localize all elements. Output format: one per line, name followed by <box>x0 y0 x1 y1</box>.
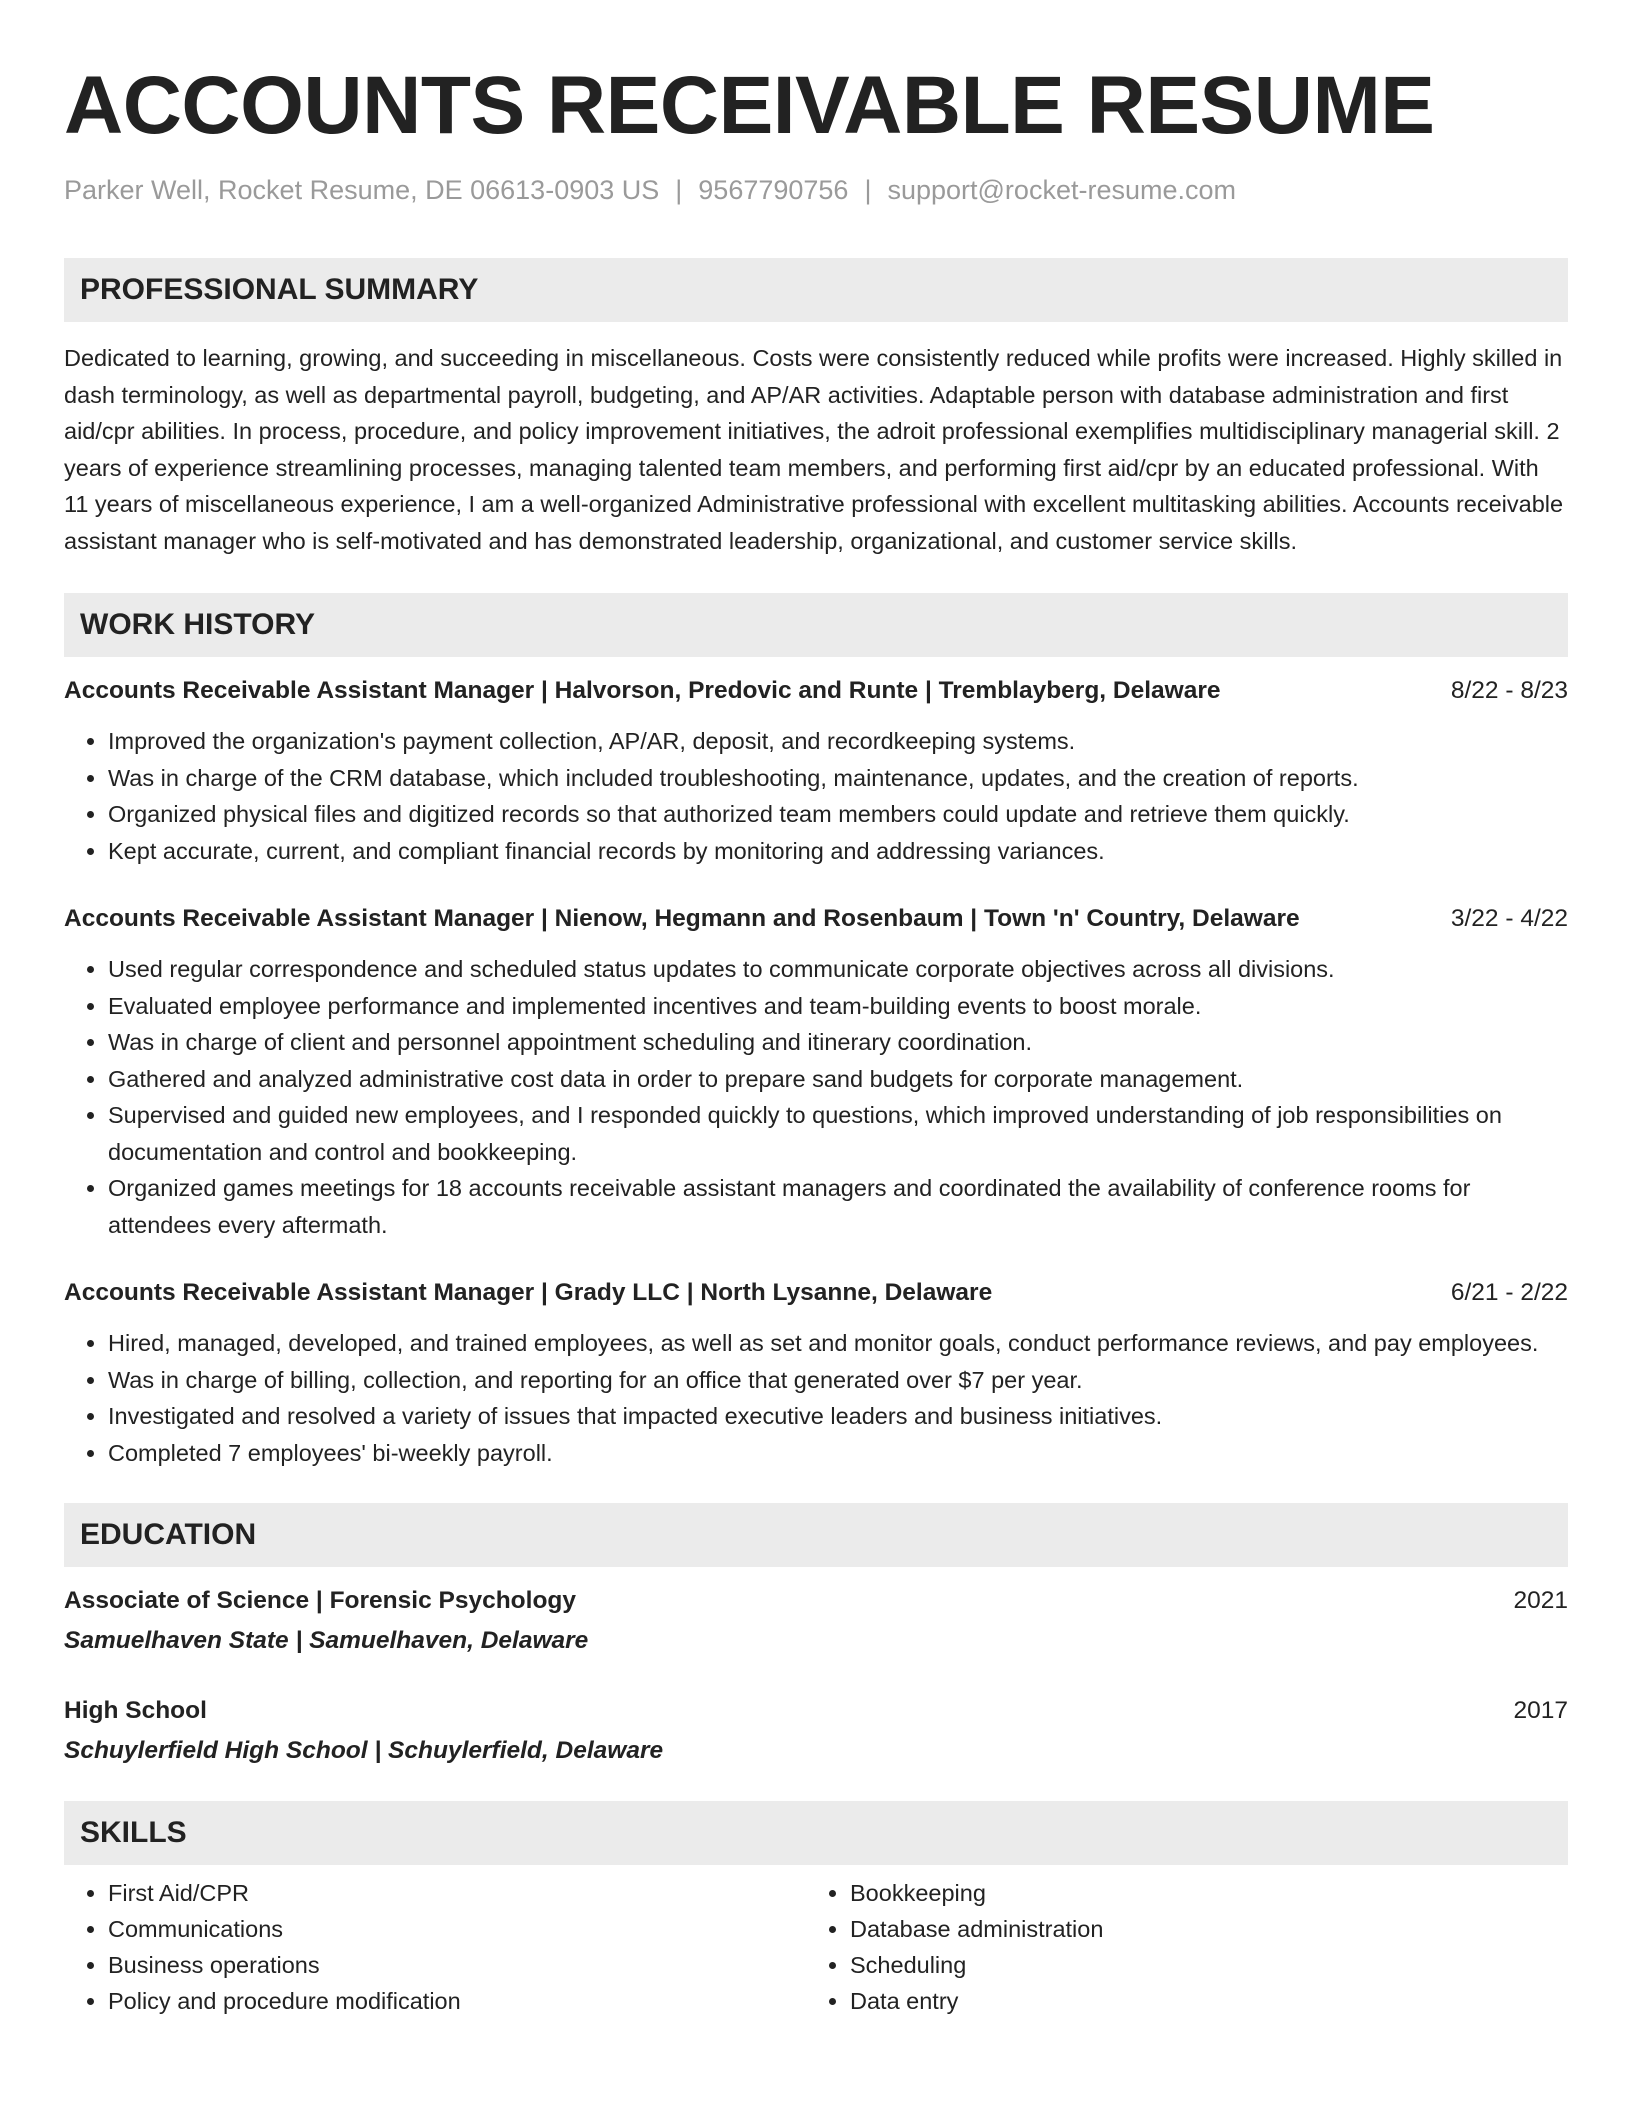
education-entry <box>64 1583 1568 1659</box>
skills-column-right <box>806 1875 1548 2019</box>
job-bullet: • Supervised and guided new employees, and I responded quickly to questions, which improved understanding of job responsibilities on documentation and control and bookkeeping. <box>108 1097 1568 1170</box>
job-bullet: • Hired, managed, developed, and trained employees, as well as set and monitor goals, conduct performance reviews, and pay employees. <box>108 1325 1568 1362</box>
contact-separator: | <box>675 175 683 205</box>
education-header <box>64 1693 1568 1729</box>
job-bullet: • Investigated and resolved a variety of issues that impacted executive leaders and business initiatives. <box>108 1398 1568 1435</box>
job-dates: 8/22 - 8/23 <box>1450 677 1568 704</box>
skill-item: • Business operations <box>108 1947 806 1983</box>
summary-text: Dedicated to learning, growing, and succeeding in miscellaneous. Costs were consistently reduced while profits were increased. Highly skilled in dash terminology, as well as departmental payroll, budgeting, and AP/AR activities. Adaptable person with database administration and first aid/cpr abilities. In process, procedure, and policy improvement initiatives, the adroit professional exemplifies multidisciplinary managerial skill. 2 years of experience streamlining processes, managing talented team members, and performing first aid/cpr by an educated professional. With 11 years of miscellaneous experience, I am a well-organized Administrative professional with excellent multitasking abilities. Accounts receivable assistant manager who is self-motivated and has demonstrated leadership, organizational, and customer service skills. <box>64 345 1564 554</box>
skill-item: • Policy and procedure modification <box>108 1983 806 2019</box>
skill-item: • Scheduling <box>850 1947 1548 1983</box>
job-bullet: • Kept accurate, current, and compliant financial records by monitoring and addressing variances. <box>108 833 1568 870</box>
job-dates: 3/22 - 4/22 <box>1450 905 1568 932</box>
education-header <box>64 1583 1568 1619</box>
job-bullets <box>64 951 1568 1243</box>
section-heading-education: EDUCATION <box>64 1503 1568 1567</box>
job-entry <box>64 1275 1568 1471</box>
skills-column-left <box>64 1875 806 2019</box>
resume-title: ACCOUNTS RECEIVABLE RESUME <box>64 60 1435 151</box>
job-header <box>64 673 1568 709</box>
resume-page <box>64 0 1568 2019</box>
job-bullet: • Was in charge of the CRM database, which included troubleshooting, maintenance, updates, and the creation of reports. <box>108 760 1568 797</box>
job-bullet: • Evaluated employee performance and implemented incentives and team-building events to boost morale. <box>108 988 1568 1025</box>
education-year: 2017 <box>1513 1697 1568 1724</box>
skill-item: • Data entry <box>850 1983 1548 2019</box>
job-bullet: • Improved the organization's payment collection, AP/AR, deposit, and recordkeeping systems. <box>108 723 1568 760</box>
section-heading-summary: PROFESSIONAL SUMMARY <box>64 258 1568 322</box>
job-header <box>64 901 1568 937</box>
job-title: Accounts Receivable Assistant Manager | Halvorson, Predovic and Runte | Tremblayberg, Delaware <box>64 677 1221 704</box>
job-bullet: • Used regular correspondence and scheduled status updates to communicate corporate objectives across all divisions. <box>108 951 1568 988</box>
job-bullet: • Was in charge of billing, collection, and reporting for an office that generated over $7 per year. <box>108 1362 1568 1399</box>
education-year: 2021 <box>1513 1587 1568 1614</box>
job-bullet: • Completed 7 employees' bi-weekly payroll. <box>108 1435 1568 1472</box>
education-degree: High School <box>64 1697 207 1724</box>
education-entry <box>64 1693 1568 1769</box>
job-header <box>64 1275 1568 1311</box>
contact-email: support@rocket-resume.com <box>887 175 1236 205</box>
section-heading-work-history: WORK HISTORY <box>64 593 1568 657</box>
education-school: Schuylerfield High School | Schuylerfield, Delaware <box>64 1737 664 1764</box>
job-title: Accounts Receivable Assistant Manager | Nienow, Hegmann and Rosenbaum | Town 'n' Country, Delaware <box>64 905 1300 932</box>
contact-separator: | <box>864 175 872 205</box>
job-bullets <box>64 1325 1568 1471</box>
skills-grid <box>64 1875 1568 2019</box>
job-bullets <box>64 723 1568 869</box>
job-bullet: • Organized physical files and digitized records so that authorized team members could update and retrieve them quickly. <box>108 796 1568 833</box>
education-school: Samuelhaven State | Samuelhaven, Delaware <box>64 1627 589 1654</box>
skill-item: • First Aid/CPR <box>108 1875 806 1911</box>
job-bullet: • Gathered and analyzed administrative cost data in order to prepare sand budgets for corporate management. <box>108 1061 1568 1098</box>
job-entry <box>64 901 1568 1243</box>
job-entry <box>64 673 1568 869</box>
job-title: Accounts Receivable Assistant Manager | Grady LLC | North Lysanne, Delaware <box>64 1279 993 1306</box>
contact-address: Parker Well, Rocket Resume, DE 06613-0903 US <box>64 175 660 205</box>
skill-item: • Database administration <box>850 1911 1548 1947</box>
job-dates: 6/21 - 2/22 <box>1450 1279 1568 1306</box>
skill-item: • Bookkeeping <box>850 1875 1548 1911</box>
skill-item: • Communications <box>108 1911 806 1947</box>
education-degree: Associate of Science | Forensic Psychology <box>64 1587 577 1614</box>
job-bullet: • Was in charge of client and personnel appointment scheduling and itinerary coordination. <box>108 1024 1568 1061</box>
section-heading-skills: SKILLS <box>64 1801 1568 1865</box>
contact-phone: 9567790756 <box>698 175 849 205</box>
contact-line <box>64 172 1568 208</box>
job-bullet: • Organized games meetings for 18 accounts receivable assistant managers and coordinated the availability of conference rooms for attendees every aftermath. <box>108 1170 1568 1243</box>
